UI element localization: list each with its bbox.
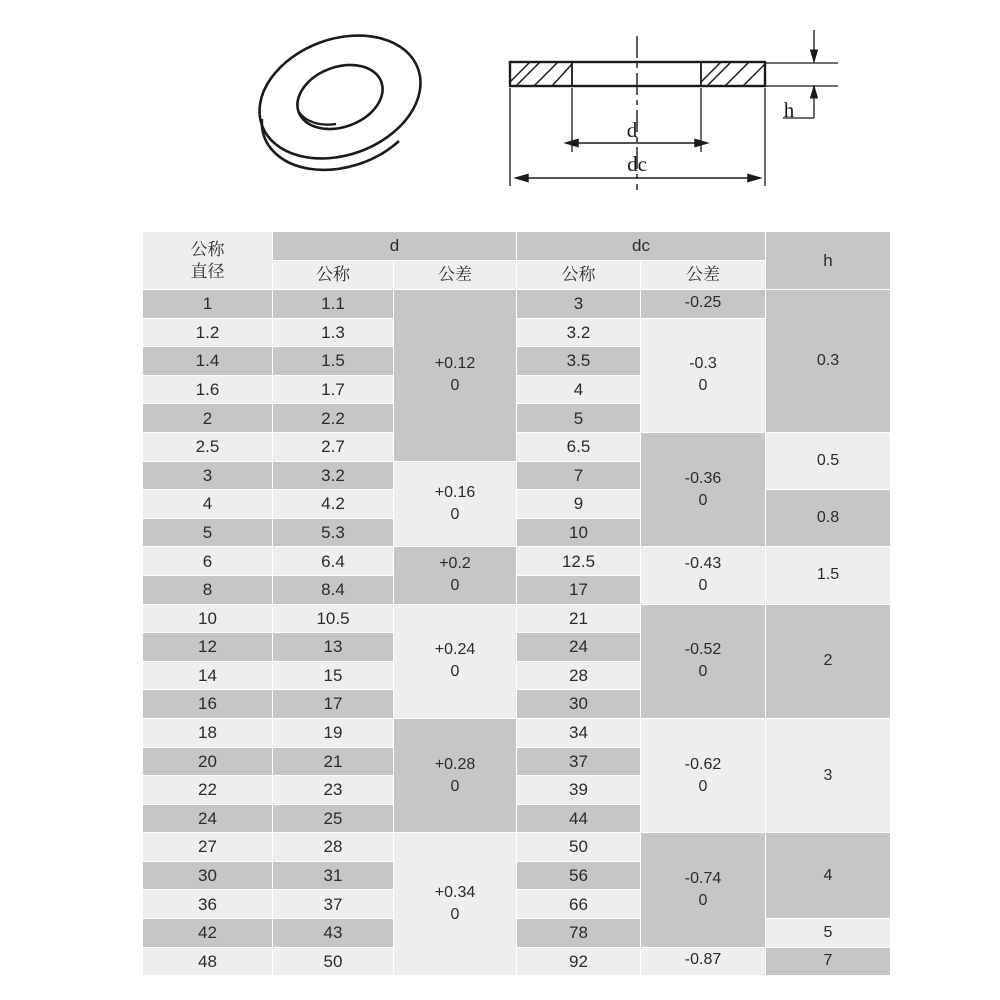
cell-thickness-h: 3	[766, 718, 891, 832]
cell-dc-nominal: 24	[517, 633, 641, 662]
cell-thickness-h: 2	[766, 604, 891, 718]
cell-nominal-diameter: 18	[143, 718, 273, 747]
technical-drawing	[0, 0, 1000, 215]
washer-dimension-table	[142, 231, 891, 976]
cell-thickness-h: 5	[766, 919, 891, 948]
cell-d-tolerance	[394, 290, 517, 462]
dimension-label-dc: dc	[627, 152, 647, 176]
cell-dc-nominal: 10	[517, 518, 641, 547]
cell-dc-nominal: 12.5	[517, 547, 641, 576]
cell-d-nominal: 2.7	[273, 432, 394, 461]
header-d-tolerance: 公差	[394, 261, 517, 290]
cell-nominal-diameter: 1	[143, 290, 273, 319]
cell-nominal-diameter: 1.6	[143, 375, 273, 404]
cell-nominal-diameter: 12	[143, 633, 273, 662]
header-nominal-diameter	[143, 232, 273, 290]
d-tolerance-upper: +0.28	[434, 755, 476, 773]
cell-d-nominal: 43	[273, 919, 394, 948]
cell-dc-nominal: 28	[517, 661, 641, 690]
dc-tolerance-lower: 0	[698, 491, 708, 509]
d-tolerance-upper: +0.24	[434, 641, 476, 659]
cell-dc-nominal: 56	[517, 861, 641, 890]
d-tolerance-lower: 0	[450, 577, 460, 595]
cell-nominal-diameter: 4	[143, 490, 273, 519]
d-tolerance-upper: +0.2	[439, 555, 471, 573]
cell-nominal-diameter: 20	[143, 747, 273, 776]
cell-dc-nominal: 7	[517, 461, 641, 490]
cell-d-nominal: 10.5	[273, 604, 394, 633]
header-nominal-diameter-line1: 公称	[190, 240, 225, 260]
cell-nominal-diameter: 2	[143, 404, 273, 433]
header-thickness-h: h	[766, 232, 891, 290]
cell-dc-nominal: 66	[517, 890, 641, 919]
cell-nominal-diameter: 6	[143, 547, 273, 576]
d-tolerance-lower: 0	[450, 906, 460, 924]
d-tolerance-upper: +0.12	[434, 355, 476, 373]
dc-tolerance-upper: -0.52	[684, 641, 722, 659]
cell-nominal-diameter: 24	[143, 804, 273, 833]
dc-tolerance-upper: -0.36	[684, 469, 722, 487]
cell-d-nominal: 8.4	[273, 575, 394, 604]
dc-tolerance-upper: -0.3	[689, 355, 717, 373]
cell-d-nominal: 3.2	[273, 461, 394, 490]
table-row	[143, 718, 891, 747]
table-row	[143, 432, 891, 461]
cell-nominal-diameter: 42	[143, 919, 273, 948]
cell-thickness-h: 7	[766, 947, 891, 976]
cell-nominal-diameter: 2.5	[143, 432, 273, 461]
cell-d-nominal: 1.7	[273, 375, 394, 404]
cell-dc-nominal: 37	[517, 747, 641, 776]
header-dc-nominal: 公称	[517, 261, 641, 290]
cell-d-nominal: 31	[273, 861, 394, 890]
dc-tolerance-upper: -0.74	[684, 869, 722, 887]
dc-tolerance-upper: -0.43	[684, 555, 722, 573]
dc-tolerance-upper: -0.87	[684, 951, 722, 969]
header-dc-tolerance: 公差	[641, 261, 766, 290]
cell-dc-nominal: 17	[517, 575, 641, 604]
dimension-label-d: d	[626, 118, 638, 142]
cell-dc-tolerance	[641, 604, 766, 718]
cell-nominal-diameter: 3	[143, 461, 273, 490]
table-row	[143, 947, 891, 976]
cell-dc-nominal: 3.5	[517, 347, 641, 376]
cell-d-nominal: 2.2	[273, 404, 394, 433]
cell-dc-nominal: 6.5	[517, 432, 641, 461]
cell-dc-nominal: 9	[517, 490, 641, 519]
cell-dc-nominal: 92	[517, 947, 641, 976]
cell-d-nominal: 1.3	[273, 318, 394, 347]
dimension-label-h: h	[783, 98, 795, 122]
cell-thickness-h: 1.5	[766, 547, 891, 604]
cell-thickness-h: 0.8	[766, 490, 891, 547]
cell-dc-nominal: 30	[517, 690, 641, 719]
cell-d-nominal: 17	[273, 690, 394, 719]
cell-d-tolerance	[394, 833, 517, 976]
d-tolerance-lower: 0	[450, 663, 460, 681]
dc-tolerance-lower: 0	[698, 891, 708, 909]
cell-dc-tolerance	[641, 318, 766, 432]
cell-d-nominal: 13	[273, 633, 394, 662]
cell-dc-nominal: 3	[517, 290, 641, 319]
cell-d-tolerance	[394, 604, 517, 718]
header-group-d: d	[273, 232, 517, 261]
cell-d-nominal: 50	[273, 947, 394, 976]
cell-d-nominal: 1.1	[273, 290, 394, 319]
cell-d-tolerance	[394, 547, 517, 604]
header-d-nominal: 公称	[273, 261, 394, 290]
d-tolerance-lower: 0	[450, 777, 460, 795]
d-tolerance-lower: 0	[450, 377, 460, 395]
table-row	[143, 919, 891, 948]
table-row	[143, 547, 891, 576]
cell-d-nominal: 23	[273, 776, 394, 805]
cell-d-nominal: 25	[273, 804, 394, 833]
cell-dc-tolerance	[641, 290, 766, 319]
cell-nominal-diameter: 1.2	[143, 318, 273, 347]
dc-tolerance-lower: 0	[698, 777, 708, 795]
cell-dc-nominal: 3.2	[517, 318, 641, 347]
cell-d-tolerance	[394, 718, 517, 832]
cell-nominal-diameter: 5	[143, 518, 273, 547]
cell-dc-nominal: 4	[517, 375, 641, 404]
cell-nominal-diameter: 16	[143, 690, 273, 719]
cell-dc-tolerance	[641, 718, 766, 832]
washer-isometric-icon	[242, 14, 438, 180]
cell-d-nominal: 21	[273, 747, 394, 776]
cell-d-nominal: 4.2	[273, 490, 394, 519]
table-row	[143, 290, 891, 319]
dc-tolerance-lower: 0	[698, 577, 708, 595]
cell-d-tolerance	[394, 461, 517, 547]
cell-d-nominal: 15	[273, 661, 394, 690]
table-row	[143, 490, 891, 519]
header-nominal-diameter-line2: 直径	[190, 261, 225, 281]
cell-dc-nominal: 50	[517, 833, 641, 862]
dc-tolerance-lower: 0	[698, 663, 708, 681]
cell-nominal-diameter: 36	[143, 890, 273, 919]
table-row	[143, 604, 891, 633]
cell-dc-tolerance	[641, 947, 766, 976]
cell-nominal-diameter: 14	[143, 661, 273, 690]
header-group-dc: dc	[517, 232, 766, 261]
cell-d-nominal: 19	[273, 718, 394, 747]
cell-d-nominal: 28	[273, 833, 394, 862]
cell-d-nominal: 5.3	[273, 518, 394, 547]
dc-tolerance-lower: 0	[698, 377, 708, 395]
cell-thickness-h: 0.3	[766, 290, 891, 433]
dc-tolerance-upper: -0.62	[684, 755, 722, 773]
d-tolerance-upper: +0.16	[434, 483, 476, 501]
cell-nominal-diameter: 1.4	[143, 347, 273, 376]
cell-thickness-h: 0.5	[766, 432, 891, 489]
cell-dc-nominal: 21	[517, 604, 641, 633]
cell-dc-nominal: 34	[517, 718, 641, 747]
cell-nominal-diameter: 10	[143, 604, 273, 633]
cell-nominal-diameter: 48	[143, 947, 273, 976]
cell-dc-tolerance	[641, 547, 766, 604]
cell-dc-tolerance	[641, 833, 766, 947]
cell-dc-nominal: 39	[517, 776, 641, 805]
cell-dc-nominal: 5	[517, 404, 641, 433]
cell-d-nominal: 1.5	[273, 347, 394, 376]
d-tolerance-lower: 0	[450, 505, 460, 523]
cell-dc-nominal: 78	[517, 919, 641, 948]
cell-d-nominal: 6.4	[273, 547, 394, 576]
cell-thickness-h: 4	[766, 833, 891, 919]
cell-nominal-diameter: 27	[143, 833, 273, 862]
d-tolerance-upper: +0.34	[434, 884, 476, 902]
table-row	[143, 833, 891, 862]
cell-nominal-diameter: 30	[143, 861, 273, 890]
cell-dc-nominal: 44	[517, 804, 641, 833]
cell-nominal-diameter: 8	[143, 575, 273, 604]
cell-dc-tolerance	[641, 432, 766, 546]
cell-d-nominal: 37	[273, 890, 394, 919]
cell-nominal-diameter: 22	[143, 776, 273, 805]
dc-tolerance-upper: -0.25	[684, 293, 722, 311]
